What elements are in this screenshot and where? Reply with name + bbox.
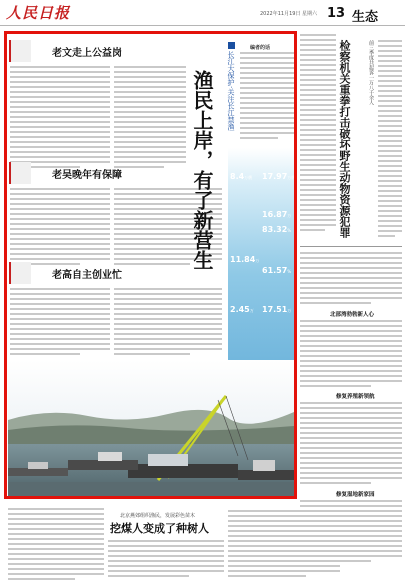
feature-kicker xyxy=(226,42,236,130)
section-divider xyxy=(300,246,402,247)
right-subhead-2[interactable]: 修复养殖新领航 xyxy=(336,394,375,400)
story-1-body-left xyxy=(10,66,110,171)
right-edge-body xyxy=(378,40,402,240)
stat-value: 2.45万 xyxy=(230,305,254,314)
right-mid-body xyxy=(300,252,402,307)
stat-value: 8.4万艘 xyxy=(230,172,253,181)
right-column-headline[interactable]: 检察机关重拳打击破坏野生动物资源犯罪 xyxy=(338,40,351,238)
right-top-body xyxy=(300,34,336,234)
story-tag-icon xyxy=(9,40,31,62)
story-tag-icon xyxy=(9,262,31,284)
story-tag-icon xyxy=(9,162,31,184)
right-column-kicker: 前三季度共起诉一万八千余人 xyxy=(368,40,374,105)
story-2-title[interactable]: 老吴晚年有保障 xyxy=(52,170,122,181)
masthead xyxy=(0,0,405,26)
stat-value: 17.51万 xyxy=(262,305,292,314)
stat-value: 11.84万 xyxy=(230,255,260,264)
bottom-mid-body xyxy=(108,540,224,580)
right-sub2-body xyxy=(300,402,402,487)
bottom-story-headline[interactable]: 挖煤人变成了种树人 xyxy=(110,522,209,535)
story-2-body-left xyxy=(10,188,110,268)
right-subhead-3[interactable]: 修复湿地新家园 xyxy=(336,492,375,498)
editor-note-body xyxy=(240,52,294,142)
feature-kicker-text: 长江大保护·关注长江禁渔 xyxy=(227,51,235,131)
story-1-body-right xyxy=(114,66,186,171)
stat-value: 16.87万 xyxy=(262,210,292,219)
stat-value: 61.57% xyxy=(262,266,292,275)
publication-date: 2022年11月19日 星期六 xyxy=(260,11,318,17)
bottom-left-body xyxy=(8,508,104,583)
right-sub1-body xyxy=(300,320,402,390)
river-port-photo xyxy=(8,360,294,496)
section-name: 生态 xyxy=(352,10,379,25)
river-port-illustration xyxy=(8,360,294,496)
bottom-story-kicker: 北京燕郊组织渔民，发展彩色苗木 xyxy=(120,513,196,519)
stat-value: 83.32% xyxy=(262,225,292,234)
story-3-body-left xyxy=(10,288,110,358)
stat-value: 17.97万艘 xyxy=(262,172,296,181)
story-3-title[interactable]: 老高自主创业忙 xyxy=(52,270,122,281)
story-1-title[interactable]: 老文走上公益岗 xyxy=(52,48,122,59)
newspaper-logo: 人民日报 xyxy=(6,4,71,22)
kicker-mark-icon xyxy=(228,42,235,49)
page-number: 13 xyxy=(327,6,346,21)
feature-headline[interactable]: 渔民上岸，有了新营生 xyxy=(190,70,214,270)
infographic-heading: 编者的话 xyxy=(250,45,271,51)
right-subhead-1[interactable]: 北部湾勃勃新人心 xyxy=(330,312,375,318)
bottom-right-body xyxy=(228,510,340,580)
